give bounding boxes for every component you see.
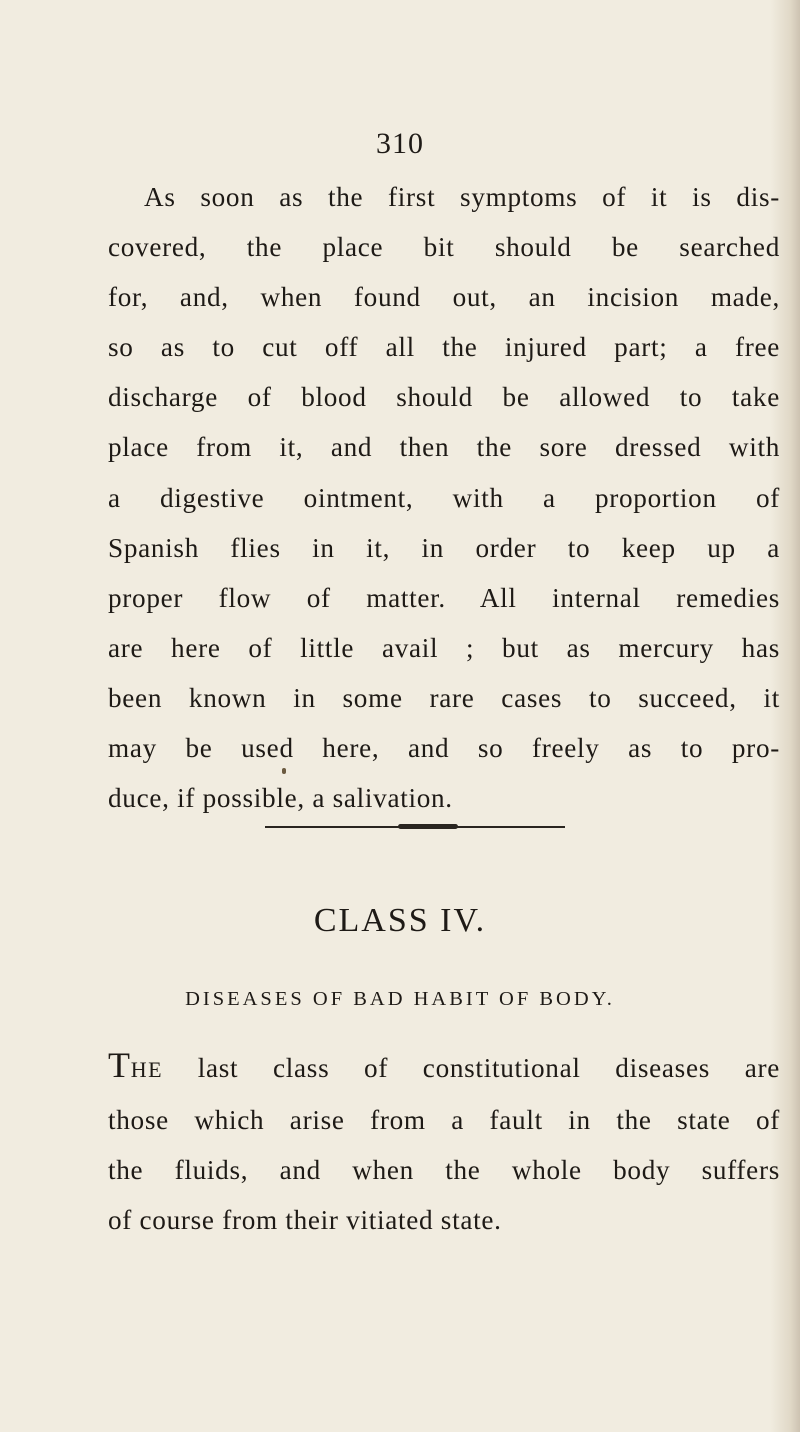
text-line: discharge of blood should be allowed to take bbox=[108, 382, 780, 413]
text-line-first bbox=[108, 1043, 780, 1095]
section-divider-ornament bbox=[398, 824, 458, 829]
text-line: proper flow of matter. All internal remedies bbox=[108, 582, 780, 613]
text-line: the fluids, and when the whole body suffers bbox=[108, 1155, 780, 1186]
initial-letter: T bbox=[108, 1045, 131, 1085]
text-line: may be used here, and so freely as to pro- bbox=[108, 733, 780, 764]
class-heading: CLASS IV. bbox=[313, 902, 487, 939]
class-subheading: DISEASES OF BAD HABIT OF BODY. bbox=[185, 988, 615, 1010]
paragraph-bite-treatment bbox=[108, 172, 780, 823]
text-line: of course from their vitiated state. bbox=[108, 1205, 502, 1236]
text-line: a digestive ointment, with a proportion of bbox=[108, 482, 780, 513]
text-line: so as to cut off all the injured part; a free bbox=[108, 332, 780, 363]
first-line-rest: last class of constitutional diseases are bbox=[163, 1053, 780, 1083]
text-line: been known in some rare cases to succeed, it bbox=[108, 682, 780, 713]
text-line: Spanish flies in it, in order to keep up a bbox=[108, 532, 780, 563]
text-line: covered, the place bit should be searched bbox=[108, 232, 780, 263]
paragraph-class-intro bbox=[108, 1043, 780, 1245]
initial-word-rest: HE bbox=[130, 1057, 164, 1082]
text-line: those which arise from a fault in the state of bbox=[108, 1105, 780, 1136]
page-number: 310 bbox=[376, 127, 424, 160]
text-line: As soon as the first symptoms of it is dis- bbox=[144, 182, 780, 212]
ink-speck bbox=[282, 768, 286, 774]
text-line: place from it, and then the sore dressed with bbox=[108, 432, 780, 463]
text-line: for, and, when found out, an incision made, bbox=[108, 282, 780, 313]
text-line: are here of little avail ; but as mercury has bbox=[108, 632, 780, 663]
text-line: duce, if possible, a salivation. bbox=[108, 783, 453, 814]
